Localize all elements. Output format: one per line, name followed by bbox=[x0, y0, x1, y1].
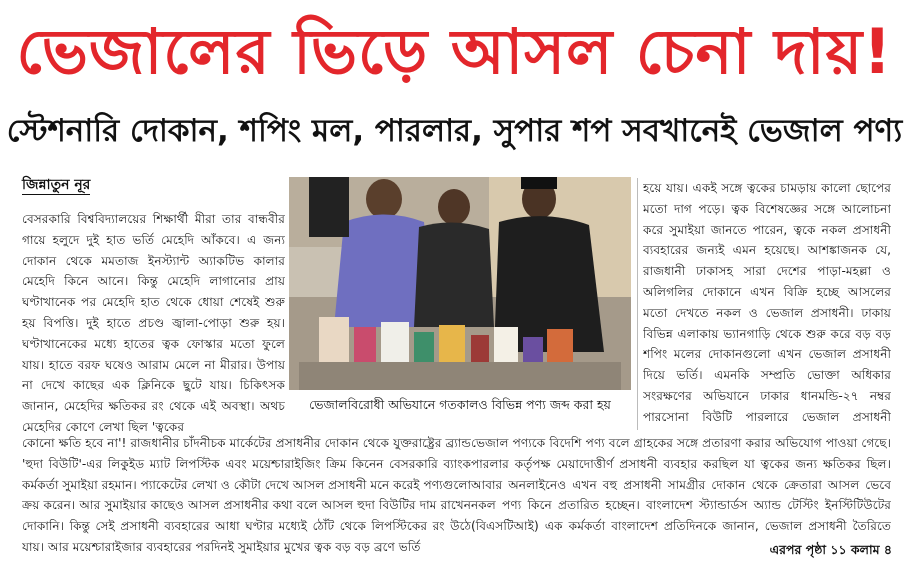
news-photo bbox=[289, 177, 631, 390]
column-divider bbox=[637, 178, 638, 430]
headline: ভেজালের ভিড়ে আসল চেনা দায়! bbox=[16, 15, 893, 88]
photo-caption: ভেজালবিরোধী অভিযানে গতকালও বিভিন্ন পণ্য জব্দ করা হয় bbox=[309, 397, 611, 412]
subheadline: স্টেশনারি দোকান, শপিং মল, পারলার, সুপার শপ সবখানেই ভেজাল পণ্য bbox=[6, 113, 903, 149]
article-column-bottom-left: কোনো ক্ষতি হবে না'! রাজধানীর চাঁদনীচক মার্কেটের প্রসাধনীর দোকান থেকে যুক্তরাষ্ট্রের ব্র্যান্ড 'হুদা বিউটি'-এর লিকুইড ম্যাট লিপস্টিক এবং ময়েশ্চারাইজিং ক্রিম কিনেন বেসরকারি ব্যাংক কর্মকর্তা সুমাইয়া রহমান। প্যাকেটের লেখা ও কৌটা দেখে আসল প্রসাধনী মনে করেই পণ্যগুলো ক্রয় করেন। আর সুমাইয়ার কাছেও আসল প্রসাধনীর কথা বলে আসল হুদা বিউটির দাম রাখেন দোকানি। কিন্তু সেই প্রসাধনী ব্যবহারের আধা ঘণ্টার মধ্যেই ঠোঁট থেকে লিপস্টিকের রং উঠে যায়। আর ময়েশ্চারাইজার ব্যবহারের পরদিনই সুমাইয়ার মুখের ত্বক বড় বড় ব্রণে ভর্তি bbox=[22, 436, 471, 554]
article-column-right: হয়ে যায়। একই সঙ্গে ত্বকের চামড়ায় কালো ছোপের মতো দাগ পড়ে। ত্বক বিশেষজ্ঞের সঙ্গে আলোচনা করে সুমাইয়া জানতে পারেন, ত্বকে নকল প্রসাধনী ব্যবহারের জন্যই এমন হয়েছে। আশঙ্কাজনক যে, রাজধানী ঢাকাসহ সারা দেশের পাড়া-মহল্লা ও অলিগলির দোকানে এখন বিক্রি হচ্ছে আসলের মতো দেখতে নকল ও ভেজাল প্রসাধনী। ঢাকায় বিভিন্ন এলাকায় ভ্যানগাড়ি থেকে শুরু করে বড় বড় শপিং মলের দোকানগুলো এখন ভেজাল প্রসাধনী দিয়ে ভর্তি। এমনকি সম্প্রতি ভোক্তা অধিকার সংরক্ষণের অভিযানে ঢাকার ধানমন্ডি-২৭ নম্বর পারসোনা বিউটি পারলারে ভেজাল প্রসাধনী bbox=[643, 181, 891, 424]
news-photo-illustration bbox=[289, 177, 631, 390]
article-column-bottom-right: ভেজাল পণ্যকে বিদেশি পণ্য বলে গ্রাহকের সঙ্গে প্রতারণা করার অভিযোগ পাওয়া গেছে। পারলার কর্তৃপক্ষ মেয়াদোত্তীর্ণ প্রসাধনী ব্যবহার করছিল যা ত্বকের জন্য ক্ষতিকর ছিল। আবার অনলাইনেও এখন বহু প্রসাধনী সামগ্রীর দোকান থেকে ক্রেতারা আসল ভেবে নকল পণ্য কিনে প্রতারিত হচ্ছেন। বাংলাদেশ স্ট্যান্ডার্ডস অ্যান্ড টেস্টিং ইনস্টিটিউটের (বিএসটিআই) এক কর্মকর্তা বাংলাদেশ প্রতিদিনকে জানান, ভেজাল প্রসাধনী তৈরিতে bbox=[471, 436, 891, 534]
byline: জিন্নাতুন নূর bbox=[22, 177, 91, 193]
continued-on-page: এরপর পৃষ্ঠা ১১ কলাম ৪ bbox=[769, 542, 892, 557]
article-column-left: বেসরকারি বিশ্ববিদ্যালয়ের শিক্ষার্থী মীরা তার বান্ধবীর গায়ে হলুদে দুই হাত ভর্তি মেহেদি আঁকবে। এ জন্য দোকান থেকে মমতাজ ইনস্ট্যান্ট অ্যাকটিভ কালার মেহেদি কিনে আনে। কিন্তু মেহেদি লাগানোর প্রায় ঘণ্টাখানেক পর মেহেদি হাত থেকে ধোয়া শেষেই শুরু হয় বিপত্তি। দুই হাতে প্রচণ্ড জ্বালা-পোড়া শুরু হয়। ঘণ্টাখানেকের মধ্যে হাতের ত্বক ফোস্কার মতো ফুলে যায়। হাতে বরফ ঘষেও আরাম মেলে না মীরার। উপায় না দেখে কাছের এক ক্লিনিকে ছুটে যায়। চিকিৎসক জানান, মেহেদির ক্ষতিকর রং থেকে এই অবস্থা। অথচ মেহেদির কোণে লেখা ছিল 'ত্বকের bbox=[22, 212, 285, 434]
